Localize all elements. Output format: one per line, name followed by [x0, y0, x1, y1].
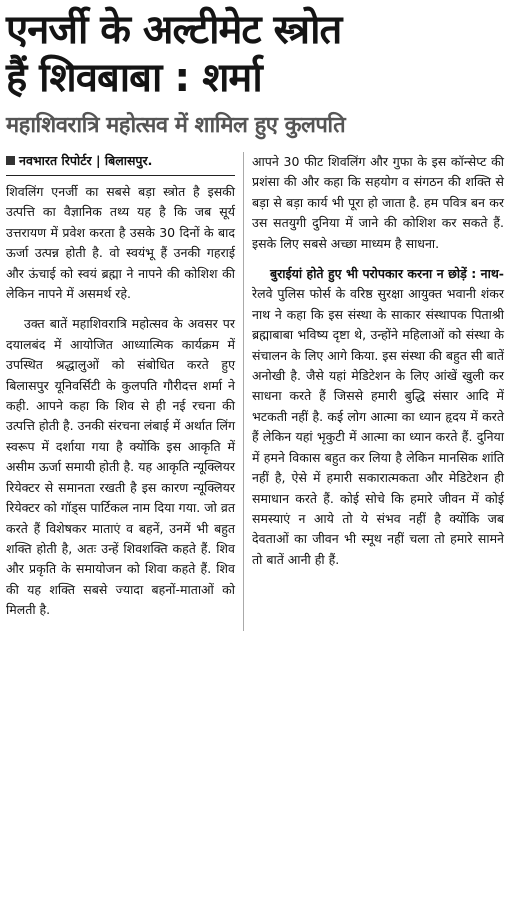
right-paragraph-2 [252, 264, 504, 570]
headline [6, 6, 504, 102]
right-paragraph-1: आपने 30 फीट शिवलिंग और गुफा के इस कॉन्सेप्ट की प्रशंसा की और कहा कि सहयोग व संगठन की शक्ति से बड़ा से बड़ा कार्य भी पूरा हो जाता है. हम पवित्र बन कर उस सतयुगी दुनिया में जाने की कोशिश कर सकते हैं. इसके लिए सबसे अच्छा माध्यम है साधना. [252, 154, 504, 251]
headline-line-2: हैं शिवबाबा : शर्मा [6, 55, 262, 101]
right-paragraph-2-text: रेलवे पुलिस फोर्स के वरिष्ठ सुरक्षा आयुक्त भवानी शंकर नाथ ने कहा कि इस संस्था के साकार संस्थापक पिताश्री ब्रह्माबाबा भविष्य दृष्टा थे, उन्होंने महिलाओं को संस्था के संचालन के लिए आगे किया. इस संस्था की बहुत सी बातें अनोखी है. जैसे यहां मेडिटेशन के लिए आंखें खुली कर साधना करते हैं जिससे हमारी बुद्धि संसार आदि में भटकती नहीं है. कई लोग आत्मा का ध्यान हृदय में करते हैं लेकिन यहां भृकुटी में आत्मा का ध्यान करते हैं. दुनिया में हमने विकास बहुत कर लिया है लेकिन मानसिक शांति नहीं है, ऐसे में हमारी सकारात्मकता और मेडिटेशन ही समाधान करते हैं. कोई सोचे कि हमारे जीवन में कोई समस्याएं न आये तो ये संभव नहीं है क्योंकि जब देवताओं का जीवन भी स्मूथ नहीं चला तो हमारे सामने तो बातें आनी ही हैं. [252, 286, 504, 567]
headline-line-1: एनर्जी के अल्टीमेट स्त्रोत [6, 7, 342, 53]
byline-text: नवभारत रिपोर्टर | बिलासपुर. [19, 153, 153, 168]
left-column [6, 152, 244, 631]
left-paragraph-1: शिवलिंग एनर्जी का सबसे बड़ा स्त्रोत है इसकी उत्पत्ति का वैज्ञानिक तथ्य यह है कि जब सूर्य उत्तरायण में प्रवेश करता है उसके 30 दिनों के बाद ऊर्जा उत्पन्न होती है. वो स्वयंभू हैं उनकी गहराई और ऊंचाई को स्वयं ब्रह्मा ने नापने की कोशिश की लेकिन नापने में असमर्थ रहे. [6, 184, 235, 302]
subheadline: महाशिवरात्रि महोत्सव में शामिल हुए कुलपति [6, 113, 346, 138]
byline [6, 152, 235, 176]
right-column [244, 152, 504, 631]
left-paragraph-2: उक्त बातें महाशिवरात्रि महोत्सव के अवसर पर दयालबंद में आयोजित आध्यात्मिक कार्यक्रम में उपस्थित श्रद्धालुओं को संबोधित करते हुए बिलासपुर यूनिवर्सिटी के कुलपति गौरीदत्त शर्मा ने कही. आपने कहा कि शिव से ही नई रचना की उत्पत्ति होती है. उनकी संरचना लंबाई में अर्थात लिंग स्वरूप में दर्शाया गया है क्योंकि इस आकृति में असीम ऊर्जा समायी होती है. यह आकृति न्यूक्लियर रियेक्टर से समानता रखती है इस कारण न्यूक्लियर रियेक्टर को गॉड्स पार्टिकल नाम दिया गया. जो व्रत करते हैं विशेषकर माताएं व बहनें, उनमें भी बहुत शक्ति होती है, अतः उन्हें शिवशक्ति कहते हैं. शिव और प्रकृति के समायोजन को शिवा कहते हैं. शिव की यह शक्ति सबसे ज्यादा बहनों-माताओं को मिलती है. [6, 316, 235, 618]
section-subheading: बुराईयां होते हुए भी परोपकार करना न छोड़ें : नाथ- [270, 266, 504, 282]
article-columns [6, 152, 504, 631]
square-bullet-icon [6, 156, 15, 165]
